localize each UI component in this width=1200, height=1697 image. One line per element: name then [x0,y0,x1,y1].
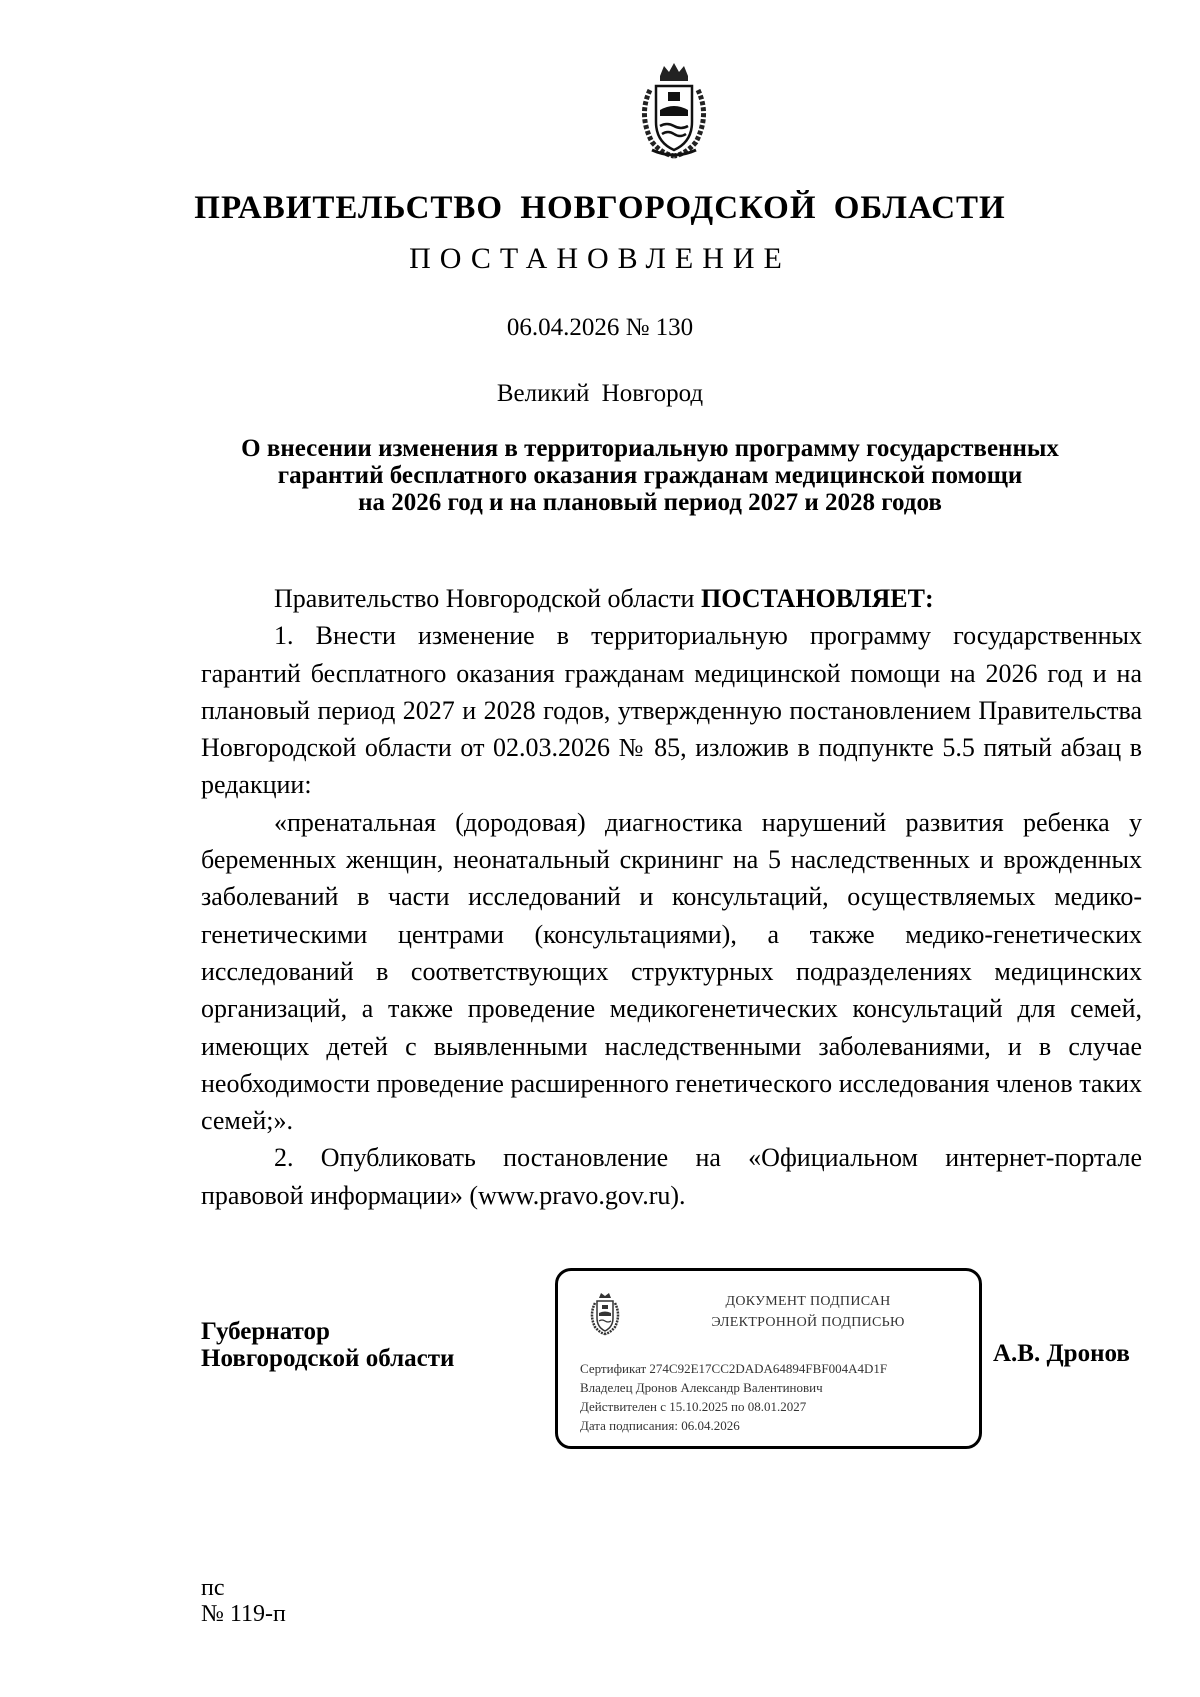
stamp-signed-date: Дата подписания: 06.04.2026 [580,1418,740,1433]
coat-of-arms-icon [630,60,718,160]
preamble-text: Правительство Новгородской области [274,584,701,613]
stamp-details [580,1359,980,1435]
stamp-owner: Владелец Дронов Александр Валентинович [580,1380,823,1395]
signatory-role-line: Губернатор [201,1318,330,1345]
document-body [201,580,1142,1214]
preamble-decree: ПОСТАНОВЛЯЕТ: [700,584,934,613]
stamp-validity: Действителен с 15.10.2025 по 08.01.2027 [580,1399,807,1414]
signatory-name: А.В. Дронов [993,1340,1130,1367]
document-type: ПОСТАНОВЛЕНИЕ [409,242,791,275]
signatory-role [201,1318,454,1372]
preamble [201,580,1142,617]
signatory-role-line: Новгородской области [201,1345,455,1372]
stamp-coat-of-arms-icon [586,1291,624,1337]
subject-line: О внесении изменения в территориальную программу государственных [241,435,1059,462]
document-subject [180,435,1120,516]
subject-line: на 2026 год и на плановый период 2027 и 2028 годов [358,489,942,516]
document-date-number: 06.04.2026 № 130 [506,314,694,341]
document-footer [201,1575,286,1627]
body-paragraph: «пренатальная (дородовая) диагностика нарушений развития ребенка у беременных женщин, неонатальный скрининг на 5 наследственных и врожденных заболеваний в части исследований и консультаций, осуществляемых медико-генетическими центрами (консультациями), а также медико-генетических исследований в соответствующих структурных подразделениях медицинских организаций, а также проведение медикогенетических консультаций для семей, имеющих детей с выявленными наследственными заболеваниями, и в случае необходимости проведение расширенного генетического исследования членов таких семей;». [201,807,1142,1136]
government-title: ПРАВИТЕЛЬСТВО НОВГОРОДСКОЙ ОБЛАСТИ [194,190,1006,226]
footer-number: № 119-п [201,1601,286,1627]
stamp-heading-line: ДОКУМЕНТ ПОДПИСАН [725,1294,891,1309]
stamp-certificate: Сертификат 274C92E17CC2DADA64894FBF004A4D1F [580,1361,888,1376]
document-place: Великий Новгород [496,380,704,407]
footer-code: пс [201,1575,225,1601]
body-paragraph: 1. Внести изменение в территориальную программу государственных гарантий бесплатного оказания гражданам медицинской помощи на 2026 год и на плановый период 2027 и 2028 годов, утвержденную постановлением Правительства Новгородской области от 02.03.2026 № 85, изложив в подпункте 5.5 пятый абзац в редакции: [201,621,1142,800]
subject-line: гарантий бесплатного оказания гражданам медицинской помощи [277,462,1023,489]
stamp-heading [688,1291,928,1333]
body-paragraph: 2. Опубликовать постановление на «Официальном интернет-портале правовой информации» (www.pravo.gov.ru). [201,1143,1142,1210]
electronic-signature-stamp [555,1268,982,1449]
stamp-heading-line: ЭЛЕКТРОННОЙ ПОДПИСЬЮ [711,1315,905,1330]
